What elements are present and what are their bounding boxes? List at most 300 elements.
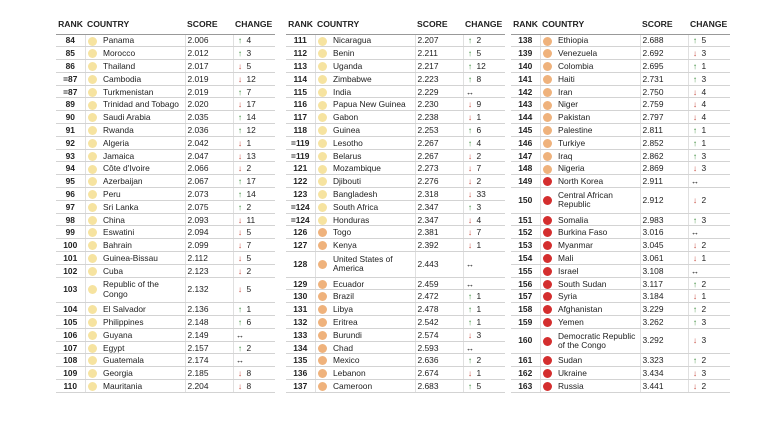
rank-cell: 84	[56, 34, 85, 47]
rank-cell: 95	[56, 175, 85, 188]
change-cell	[463, 239, 505, 252]
peace-level-dot-icon	[318, 203, 327, 212]
score-cell: 2.797	[640, 111, 688, 124]
arrow-both-icon: ↔	[690, 227, 700, 238]
peace-level-cell	[315, 354, 331, 367]
arrow-up-icon: ↑	[692, 137, 698, 148]
arrow-up-icon: ↑	[237, 86, 243, 97]
table-row	[511, 277, 730, 290]
arrow-down-icon: ↓	[467, 329, 473, 340]
change-value: 4	[476, 137, 482, 148]
arrow-up-icon: ↑	[692, 355, 698, 366]
peace-level-cell	[315, 188, 331, 201]
change-value: 3	[246, 48, 252, 59]
change-cell	[233, 316, 275, 329]
peace-level-dot-icon	[543, 49, 552, 58]
country-cell: Mozambique	[331, 162, 415, 175]
change-value: 2	[246, 265, 252, 276]
peace-level-cell	[315, 85, 331, 98]
change-cell	[463, 316, 505, 329]
rank-cell: 108	[56, 354, 85, 367]
score-cell: 2.318	[415, 188, 463, 201]
country-cell: Central African Republic	[556, 188, 640, 214]
score-cell: 3.184	[640, 290, 688, 303]
change-cell	[233, 200, 275, 213]
change-value: 1	[701, 291, 707, 302]
change-value: 9	[476, 99, 482, 110]
change-value: 33	[476, 188, 486, 199]
change-value: 2	[246, 342, 252, 353]
country-cell: Benin	[331, 47, 415, 60]
rank-cell: 130	[286, 290, 315, 303]
country-cell: South Africa	[331, 200, 415, 213]
peace-level-cell	[315, 290, 331, 303]
country-cell: Ecuador	[331, 277, 415, 290]
ranking-column-3	[511, 14, 730, 393]
change-value: 2	[246, 163, 252, 174]
table-row	[56, 252, 275, 265]
change-cell	[463, 328, 505, 341]
change-value: 4	[701, 86, 707, 97]
change-value: 5	[476, 380, 482, 391]
country-cell: Mauritania	[101, 380, 185, 393]
peace-level-dot-icon	[88, 267, 97, 276]
change-cell	[233, 252, 275, 265]
peace-level-dot-icon	[318, 228, 327, 237]
peace-level-cell	[315, 328, 331, 341]
score-cell: 2.123	[185, 264, 233, 277]
change-cell	[688, 264, 730, 277]
table-row	[56, 47, 275, 60]
peace-level-cell	[315, 34, 331, 47]
rank-cell: 156	[511, 277, 540, 290]
change-cell	[463, 277, 505, 290]
header-score: SCORE	[640, 14, 688, 34]
score-cell: 2.574	[415, 328, 463, 341]
change-value: 4	[476, 214, 482, 225]
change-cell	[463, 98, 505, 111]
arrow-up-icon: ↑	[467, 60, 473, 71]
rank-cell: 105	[56, 316, 85, 329]
peace-level-cell	[85, 149, 101, 162]
score-cell: 2.229	[415, 85, 463, 98]
country-cell: Philippines	[101, 316, 185, 329]
country-cell: Mali	[556, 252, 640, 265]
table-row	[286, 252, 505, 278]
table-row	[511, 111, 730, 124]
table-row	[56, 239, 275, 252]
change-value: 2	[476, 35, 482, 46]
peace-level-dot-icon	[543, 337, 552, 346]
country-cell: Guinea-Bissau	[101, 252, 185, 265]
peace-level-dot-icon	[88, 369, 97, 378]
peace-level-dot-icon	[543, 216, 552, 225]
peace-level-cell	[315, 316, 331, 329]
change-cell	[688, 175, 730, 188]
arrow-up-icon: ↑	[692, 35, 698, 46]
country-cell: Ethiopia	[556, 34, 640, 47]
table-row	[56, 149, 275, 162]
peace-level-dot-icon	[543, 101, 552, 110]
country-cell: Eritrea	[331, 316, 415, 329]
arrow-down-icon: ↓	[692, 194, 698, 205]
country-cell: Afghanistan	[556, 303, 640, 316]
arrow-up-icon: ↑	[237, 188, 243, 199]
peace-level-cell	[540, 213, 556, 226]
change-value: 1	[476, 368, 482, 379]
peace-level-cell	[85, 162, 101, 175]
table-row	[286, 175, 505, 188]
change-value: 2	[476, 355, 482, 366]
change-cell	[688, 328, 730, 354]
rank-cell: 148	[511, 162, 540, 175]
country-cell: Uganda	[331, 60, 415, 73]
table-row	[56, 34, 275, 47]
change-cell	[688, 85, 730, 98]
score-cell: 2.267	[415, 149, 463, 162]
score-cell: 2.695	[640, 60, 688, 73]
change-value: 3	[476, 201, 482, 212]
peace-level-dot-icon	[88, 285, 97, 294]
score-cell: 2.347	[415, 213, 463, 226]
header-country: COUNTRY	[85, 14, 185, 34]
peace-level-cell	[315, 72, 331, 85]
rank-cell: 158	[511, 303, 540, 316]
change-cell	[233, 136, 275, 149]
score-cell: 2.443	[415, 252, 463, 278]
score-cell: 3.323	[640, 354, 688, 367]
arrow-down-icon: ↓	[237, 252, 243, 263]
peace-level-dot-icon	[88, 165, 97, 174]
arrow-up-icon: ↑	[237, 48, 243, 59]
arrow-down-icon: ↓	[692, 291, 698, 302]
country-cell: Syria	[556, 290, 640, 303]
rank-cell: 117	[286, 111, 315, 124]
country-cell: Iran	[556, 85, 640, 98]
change-value: 5	[476, 48, 482, 59]
arrow-up-icon: ↑	[467, 35, 473, 46]
rank-cell: 129	[286, 277, 315, 290]
score-cell: 3.229	[640, 303, 688, 316]
rank-cell: 85	[56, 47, 85, 60]
arrow-up-icon: ↑	[692, 304, 698, 315]
score-cell: 2.207	[415, 34, 463, 47]
header-change: CHANGE	[688, 14, 730, 34]
change-cell	[463, 213, 505, 226]
rank-cell: =124	[286, 213, 315, 226]
table-row	[511, 264, 730, 277]
rank-cell: 136	[286, 367, 315, 380]
arrow-down-icon: ↓	[467, 227, 473, 238]
peace-level-cell	[85, 136, 101, 149]
table-row	[56, 341, 275, 354]
arrow-up-icon: ↑	[237, 35, 243, 46]
rank-cell: 137	[286, 380, 315, 393]
ranking-column-2	[286, 14, 505, 393]
change-cell	[688, 124, 730, 137]
table-row	[286, 149, 505, 162]
rank-cell: 147	[511, 149, 540, 162]
table-row	[56, 72, 275, 85]
country-cell: China	[101, 213, 185, 226]
table-row	[511, 290, 730, 303]
arrow-up-icon: ↑	[467, 137, 473, 148]
score-cell: 2.542	[415, 316, 463, 329]
score-cell: 2.593	[415, 341, 463, 354]
arrow-down-icon: ↓	[692, 240, 698, 251]
table-row	[286, 111, 505, 124]
header-score: SCORE	[185, 14, 233, 34]
score-cell: 2.912	[640, 188, 688, 214]
rank-cell: 102	[56, 264, 85, 277]
peace-level-dot-icon	[543, 382, 552, 391]
peace-level-cell	[540, 277, 556, 290]
country-cell: Morocco	[101, 47, 185, 60]
score-cell: 2.148	[185, 316, 233, 329]
peace-level-cell	[540, 226, 556, 239]
score-cell: 2.852	[640, 136, 688, 149]
arrow-both-icon: ↔	[690, 265, 700, 276]
rank-cell: 155	[511, 264, 540, 277]
change-cell	[688, 47, 730, 60]
country-cell: Israel	[556, 264, 640, 277]
peace-level-cell	[85, 34, 101, 47]
peace-level-cell	[540, 85, 556, 98]
change-cell	[463, 367, 505, 380]
peace-level-cell	[540, 136, 556, 149]
score-cell: 2.683	[415, 380, 463, 393]
rank-cell: 86	[56, 60, 85, 73]
rank-cell: 96	[56, 188, 85, 201]
peace-level-dot-icon	[543, 139, 552, 148]
country-cell: Myanmar	[556, 239, 640, 252]
table-row	[56, 175, 275, 188]
arrow-up-icon: ↑	[237, 201, 243, 212]
change-value: 4	[701, 112, 707, 123]
change-cell	[688, 111, 730, 124]
rank-cell: 98	[56, 213, 85, 226]
change-cell	[688, 213, 730, 226]
rank-cell: 104	[56, 303, 85, 316]
change-cell	[233, 341, 275, 354]
rank-cell: 100	[56, 239, 85, 252]
country-cell: India	[331, 85, 415, 98]
rank-cell: 157	[511, 290, 540, 303]
arrow-down-icon: ↓	[237, 150, 243, 161]
country-cell: Yemen	[556, 316, 640, 329]
country-cell: United States of America	[331, 252, 415, 278]
peace-level-dot-icon	[543, 356, 552, 365]
table-row	[286, 316, 505, 329]
peace-level-cell	[85, 213, 101, 226]
arrow-up-icon: ↑	[467, 291, 473, 302]
change-cell	[463, 162, 505, 175]
table-row	[286, 239, 505, 252]
table-row	[286, 200, 505, 213]
arrow-down-icon: ↓	[237, 265, 243, 276]
rank-cell: 134	[286, 341, 315, 354]
table-row	[56, 264, 275, 277]
arrow-up-icon: ↑	[467, 124, 473, 135]
score-cell: 2.073	[185, 188, 233, 201]
peace-level-cell	[540, 264, 556, 277]
table-row	[56, 354, 275, 367]
change-value: 2	[701, 304, 707, 315]
peace-level-dot-icon	[543, 241, 552, 250]
table-row	[56, 328, 275, 341]
country-cell: Eswatini	[101, 226, 185, 239]
country-cell: Sri Lanka	[101, 200, 185, 213]
table-row	[511, 239, 730, 252]
change-cell	[463, 47, 505, 60]
change-cell	[688, 72, 730, 85]
country-cell: Burkina Faso	[556, 226, 640, 239]
country-cell: Sudan	[556, 354, 640, 367]
change-cell	[463, 380, 505, 393]
peace-level-cell	[540, 239, 556, 252]
country-cell: Lesotho	[331, 136, 415, 149]
table-row	[56, 98, 275, 111]
table-row	[286, 367, 505, 380]
peace-level-cell	[85, 239, 101, 252]
table-row	[286, 226, 505, 239]
country-cell: Bahrain	[101, 239, 185, 252]
change-value: 1	[476, 240, 482, 251]
arrow-down-icon: ↓	[467, 368, 473, 379]
change-value: 7	[476, 227, 482, 238]
peace-level-dot-icon	[88, 190, 97, 199]
table-row	[286, 47, 505, 60]
table-row	[511, 124, 730, 137]
peace-level-dot-icon	[543, 165, 552, 174]
change-cell	[233, 328, 275, 341]
change-value: 2	[701, 194, 707, 205]
peace-level-dot-icon	[88, 37, 97, 46]
change-cell	[233, 111, 275, 124]
change-value: 5	[246, 284, 252, 295]
peace-level-dot-icon	[543, 62, 552, 71]
change-cell	[233, 213, 275, 226]
change-value: 14	[246, 112, 256, 123]
arrow-down-icon: ↓	[237, 163, 243, 174]
peace-level-dot-icon	[88, 382, 97, 391]
peace-level-cell	[540, 328, 556, 354]
change-value: 3	[701, 316, 707, 327]
rank-cell: 131	[286, 303, 315, 316]
arrow-down-icon: ↓	[237, 214, 243, 225]
country-cell: Colombia	[556, 60, 640, 73]
score-cell: 2.075	[185, 200, 233, 213]
change-value: 7	[476, 163, 482, 174]
peace-level-cell	[315, 239, 331, 252]
score-cell: 2.253	[415, 124, 463, 137]
rank-cell: 112	[286, 47, 315, 60]
change-value: 2	[701, 355, 707, 366]
score-cell: 2.811	[640, 124, 688, 137]
change-cell	[233, 149, 275, 162]
table-row	[56, 303, 275, 316]
rank-cell: 115	[286, 85, 315, 98]
arrow-up-icon: ↑	[692, 60, 698, 71]
peace-level-cell	[85, 98, 101, 111]
arrow-up-icon: ↑	[692, 73, 698, 84]
change-cell	[688, 136, 730, 149]
ranking-table	[511, 14, 730, 393]
peace-level-dot-icon	[318, 280, 327, 289]
country-cell: Ukraine	[556, 367, 640, 380]
table-row	[286, 277, 505, 290]
peace-level-cell	[85, 328, 101, 341]
change-cell	[233, 124, 275, 137]
peace-level-cell	[540, 98, 556, 111]
peace-level-dot-icon	[543, 152, 552, 161]
peace-level-cell	[315, 213, 331, 226]
peace-level-dot-icon	[88, 152, 97, 161]
table-row	[56, 380, 275, 393]
peace-level-cell	[85, 175, 101, 188]
rank-cell: 145	[511, 124, 540, 137]
score-cell: 2.230	[415, 98, 463, 111]
change-value: 5	[701, 35, 707, 46]
country-cell: Haiti	[556, 72, 640, 85]
country-cell: Niger	[556, 98, 640, 111]
change-value: 8	[476, 73, 482, 84]
change-cell	[233, 380, 275, 393]
score-cell: 2.099	[185, 239, 233, 252]
score-cell: 2.019	[185, 85, 233, 98]
score-cell: 2.211	[415, 47, 463, 60]
change-cell	[688, 149, 730, 162]
rank-cell: 121	[286, 162, 315, 175]
change-value: 3	[701, 48, 707, 59]
table-row	[511, 175, 730, 188]
score-cell: 2.136	[185, 303, 233, 316]
peace-level-cell	[315, 303, 331, 316]
rank-cell: 103	[56, 277, 85, 303]
country-cell: Honduras	[331, 213, 415, 226]
score-cell: 2.674	[415, 367, 463, 380]
peace-level-dot-icon	[88, 318, 97, 327]
change-cell	[233, 98, 275, 111]
table-row	[286, 213, 505, 226]
change-value: 1	[701, 124, 707, 135]
arrow-both-icon: ↔	[690, 176, 700, 187]
score-cell: 2.636	[415, 354, 463, 367]
arrow-up-icon: ↑	[467, 380, 473, 391]
country-cell: Cameroon	[331, 380, 415, 393]
peace-level-cell	[85, 277, 101, 303]
change-value: 13	[246, 150, 256, 161]
table-row	[56, 200, 275, 213]
peace-level-dot-icon	[88, 88, 97, 97]
score-cell: 3.434	[640, 367, 688, 380]
peace-level-cell	[85, 367, 101, 380]
arrow-up-icon: ↑	[692, 150, 698, 161]
arrow-up-icon: ↑	[692, 124, 698, 135]
country-cell: Pakistan	[556, 111, 640, 124]
change-cell	[688, 277, 730, 290]
change-value: 4	[701, 99, 707, 110]
peace-level-cell	[85, 85, 101, 98]
change-value: 1	[701, 60, 707, 71]
peace-level-cell	[85, 111, 101, 124]
peace-level-cell	[540, 290, 556, 303]
table-row	[511, 98, 730, 111]
change-value: 17	[246, 176, 256, 187]
arrow-down-icon: ↓	[467, 214, 473, 225]
country-cell: Côte d'Ivoire	[101, 162, 185, 175]
arrow-down-icon: ↓	[692, 112, 698, 123]
